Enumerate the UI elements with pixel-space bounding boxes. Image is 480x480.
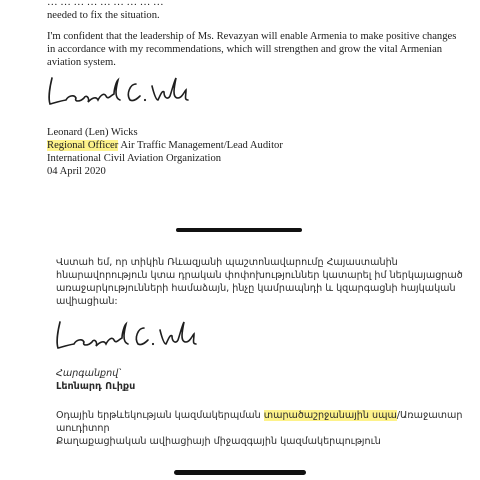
signatory-name: Leonard (Len) Wicks bbox=[47, 127, 138, 138]
paragraph-line: Վստահ եմ, որ տիկին Ռևազյանի պաշտոնավարումը Հայաստանին bbox=[56, 257, 398, 268]
cutoff-text-line: needed to fix the situation. bbox=[47, 10, 160, 21]
page-divider bbox=[176, 228, 302, 232]
paragraph-line: in accordance with my recommendations, which will strengthen and grow the vital Armenian bbox=[47, 44, 443, 55]
letter-date: 04 April 2020 bbox=[47, 166, 106, 177]
title-prefix: Օդային երթևեկության կազմակերպման bbox=[56, 410, 264, 421]
title-suffix: /Առաջատար bbox=[396, 410, 463, 421]
title-rest: Air Traffic Management/Lead Auditor bbox=[118, 140, 283, 151]
english-letter-page bbox=[0, 0, 480, 232]
signatory-title bbox=[47, 139, 283, 152]
cutoff-text-line: … … … … … … … … … bbox=[47, 0, 164, 8]
paragraph-line: առաջարկությունների համաձայն, ինչը կամրապնդի և կզարգացնի հայկական bbox=[56, 283, 456, 294]
handwritten-signature bbox=[52, 314, 202, 358]
signatory-title bbox=[56, 409, 462, 422]
highlighted-title: Regional Officer bbox=[47, 140, 119, 151]
highlighted-title: տարածաշրջանային սպա bbox=[263, 410, 397, 421]
paragraph-line: ավիացիան: bbox=[56, 296, 118, 307]
paragraph-line: aviation system. bbox=[47, 57, 116, 68]
home-indicator-bar[interactable] bbox=[174, 470, 306, 475]
organization-name: Քաղաքացիական ավիացիայի միջազգային կազմակերպություն bbox=[56, 436, 381, 447]
paragraph-line: հնարավորություն կտա դրական փոփոխություններ կատարել իմ ներկայացրած bbox=[56, 270, 463, 281]
paragraph-line: I'm confident that the leadership of Ms. Revazyan will enable Armenia to make positive changes bbox=[47, 31, 457, 42]
signatory-title-continued: աուդիտոր bbox=[56, 423, 110, 434]
signatory-name: Լեոնարդ Ուիքս bbox=[56, 381, 136, 392]
handwritten-signature bbox=[44, 70, 194, 114]
armenian-letter-page bbox=[0, 236, 480, 480]
closing-line: Հարգանքով՝ bbox=[56, 368, 121, 379]
organization-name: International Civil Aviation Organization bbox=[47, 153, 222, 164]
